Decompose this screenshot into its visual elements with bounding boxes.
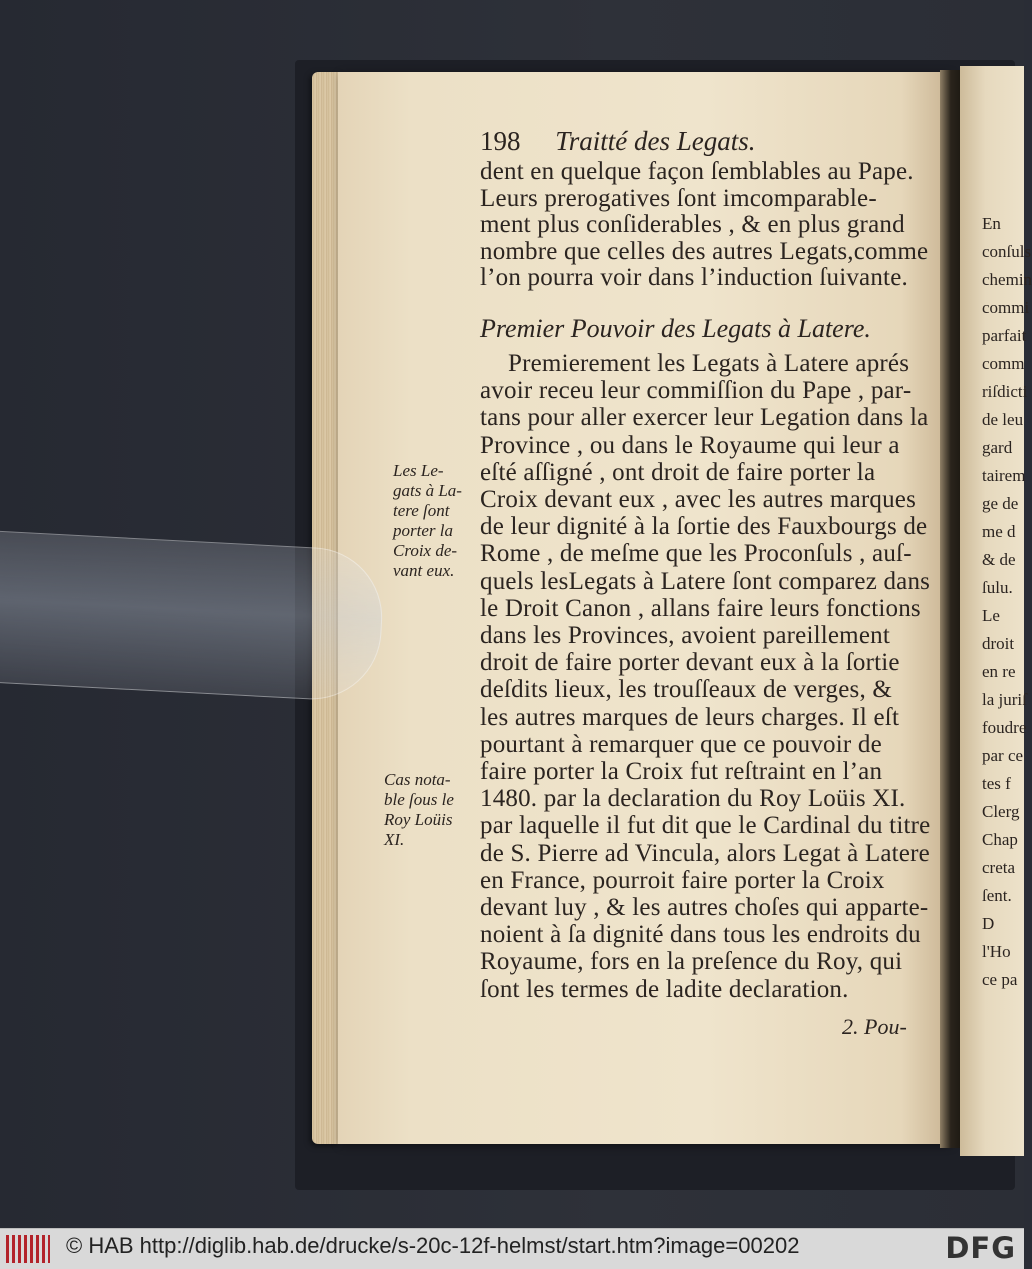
text-line: dans les Provinces, avoient pareillement	[480, 622, 890, 649]
margin-note: Cas nota- ble ſous le Roy Loüis XI.	[384, 770, 454, 849]
facing-text-fragment: creta	[982, 858, 1016, 877]
facing-text-fragment: ge de	[982, 494, 1019, 513]
source-url[interactable]: © HAB http://diglib.hab.de/drucke/s-20c-12f-helmst/start.htm?image=00202	[66, 1233, 800, 1258]
running-title: Traitté des Legats.	[555, 126, 756, 156]
facing-text-fragment: D	[982, 914, 995, 933]
text-line: avoir receu leur commiſſion du Pape , par-	[480, 377, 912, 405]
margin-note: Les Le- gats à La- tere ſont porter la Croix de- vant eux.	[393, 461, 462, 580]
facing-text-fragment: En	[982, 214, 1001, 233]
facing-text-fragment: ſent.	[982, 886, 1012, 905]
facing-text-fragment: gard	[982, 438, 1013, 457]
facing-text-fragment: par ce	[982, 746, 1024, 765]
facing-text-fragment: comm	[982, 354, 1025, 373]
text-line: par laquelle il fut dit que le Cardinal du titre	[480, 812, 931, 840]
facing-text-fragment: chemin	[982, 270, 1032, 289]
facing-text-fragment: l'Ho	[982, 942, 1011, 961]
text-line: ment plus conſiderables , & en plus grand	[480, 211, 905, 238]
facing-text-fragment: en re	[982, 662, 1016, 681]
facing-text-fragment: & de	[982, 550, 1016, 569]
glass-page-holder	[0, 529, 386, 703]
text-line: nombre que celles des autres Legats,comme	[480, 237, 929, 265]
text-line: quels lesLegats à Latere ſont comparez dans	[480, 567, 931, 595]
facing-text-fragment: conſuls	[982, 242, 1032, 261]
facing-text-fragment: ſulu.	[982, 578, 1013, 597]
facing-text-fragment: Chap	[982, 830, 1018, 849]
facing-text-fragment: tes f	[982, 774, 1011, 793]
text-line: Rome , de meſme que les Proconſuls , auſ-	[480, 540, 912, 568]
text-line: dent en quelque façon ſemblables au Pape.	[480, 158, 914, 185]
page-header	[480, 126, 756, 157]
facing-text-fragment: foudre	[982, 718, 1027, 737]
text-line: faire porter la Croix fut reſtraint en l’an	[480, 758, 883, 785]
text-line: Leurs prerogatives ſont imcomparable-	[480, 184, 877, 212]
text-line: droit de faire porter devant eux à la ſortie	[480, 649, 900, 677]
footer-bar	[0, 1228, 1024, 1269]
facing-text-fragment: Le	[982, 606, 1000, 625]
text-line: Croix devant eux , avec les autres marques	[480, 486, 917, 513]
text-line: les autres marques de leurs charges. Il eſt	[480, 703, 900, 731]
facing-page-text	[982, 210, 1032, 994]
facing-text-fragment: tairem	[982, 466, 1026, 485]
text-line: pourtant à remarquer que ce pouvoir de	[480, 730, 882, 758]
text-line: Premierement les Legats à Latere aprés	[508, 350, 910, 377]
facing-text-fragment: droit	[982, 634, 1015, 653]
text-line: deſdits lieux, les trouſſeaux de verges, &	[480, 676, 893, 704]
page-number: 198	[480, 126, 521, 156]
facing-text-fragment: ce pa	[982, 970, 1018, 989]
facing-text-fragment: la juriſ	[982, 690, 1027, 709]
text-line: de S. Pierre ad Vincula, alors Legat à Latere	[480, 839, 930, 867]
text-line: devant luy , & les autres choſes qui apparte-	[480, 894, 929, 921]
text-line: Province , ou dans le Royaume qui leur a	[480, 431, 900, 459]
facing-text-fragment: riſdicti	[982, 382, 1028, 401]
facing-text-fragment: me d	[982, 522, 1016, 541]
section-heading: Premier Pouvoir des Legats à Latere.	[480, 314, 871, 343]
facing-text-fragment: parfait	[982, 326, 1027, 345]
text-line: de leur dignité à la ſortie des Fauxbourgs de	[480, 513, 928, 541]
text-line: le Droit Canon , allans faire leurs fonctions	[480, 594, 921, 622]
text-line: en France, pourroit faire porter la Croix	[480, 866, 885, 894]
facing-text-fragment: Clerg	[982, 802, 1020, 821]
text-line: eſté aſſigné , ont droit de faire porter la	[480, 458, 876, 486]
hab-logo-icon	[6, 1235, 50, 1263]
text-line: Royaume, fors en la preſence du Roy, qui	[480, 948, 903, 976]
catchword: 2. Pou-	[842, 1014, 907, 1039]
dfg-logo: DFG	[945, 1231, 1016, 1265]
text-line: 1480. par la declaration du Roy Loüis XI.	[480, 785, 906, 813]
text-line: ſont les termes de ladite declaration.	[480, 975, 849, 1003]
text-line: tans pour aller exercer leur Legation dans la	[480, 404, 929, 432]
facing-text-fragment: de leu	[982, 410, 1024, 429]
text-line: l’on pourra voir dans l’induction ſuivante.	[480, 264, 908, 291]
facing-text-fragment: commi	[982, 298, 1030, 317]
text-line: noient à ſa dignité dans tous les endroits du	[480, 921, 921, 949]
